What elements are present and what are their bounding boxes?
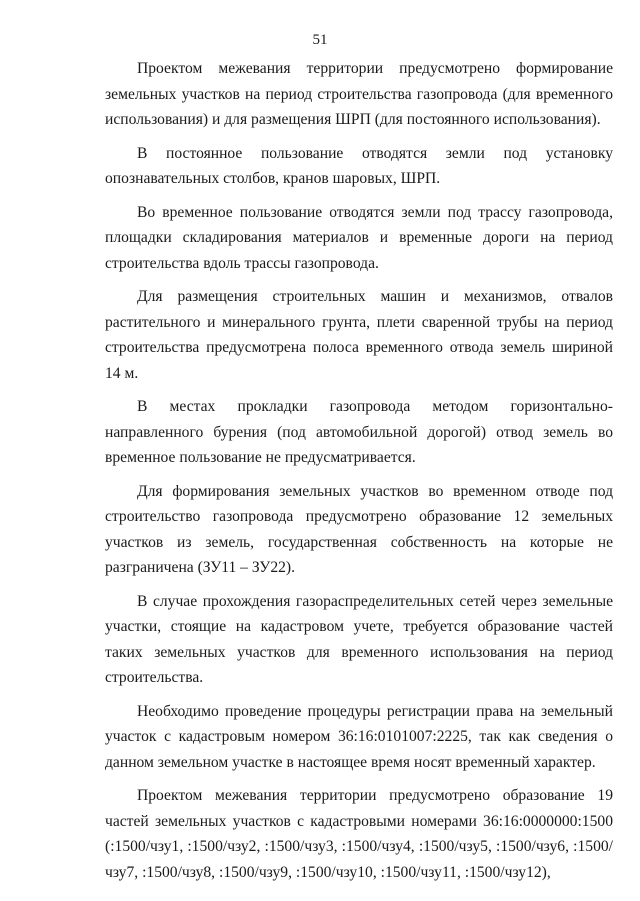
paragraph-2: В постоянное пользование отводятся земли под установку опознавательных столбов, кранов шаровых, ШРП.	[105, 144, 613, 187]
paragraph-8: Необходимо проведение процедуры регистрации права на земельный участок с кадастровым номером 36:16:0101007:2225, так как сведения о данном земельном участке в настоящее время носят временный характер.	[105, 702, 613, 771]
paragraph-7: В случае прохождения газораспределительных сетей через земельные участки, стоящие на кадастровом учете, требуется образование частей таких земельных участков для временного использования на период строительства.	[105, 592, 613, 686]
paragraph-6: Для формирования земельных участков во временном отводе под строительство газопровода предусмотрено образование 12 земельных участков из земель, государственная собственность на которые не разграничена (ЗУ11 – ЗУ22).	[105, 482, 613, 576]
document-body	[105, 56, 613, 893]
paragraph-5: В местах прокладки газопровода методом горизонтально-направленного бурения (под автомобильной дорогой) отвод земель во временное пользование не предусматривается.	[105, 398, 613, 466]
page-number: 51	[312, 32, 328, 48]
paragraph-4: Для размещения строительных машин и механизмов, отвалов растительного и минерального грунта, плети сваренной трубы на период строительства предусмотрена полоса временного отвода земель шириной 14 м.	[105, 288, 613, 382]
paragraph-1: Проектом межевания территории предусмотрено формирование земельных участков на период строительства газопровода (для временного использования) и для размещения ШРП (для постоянного использования).	[105, 60, 613, 128]
paragraph-3: Во временное пользование отводятся земли под трассу газопровода, площадки складирования материалов и временные дороги на период строительства вдоль трассы газопровода.	[105, 203, 613, 272]
paragraph-9: Проектом межевания территории предусмотрено образование 19 частей земельных участков с кадастровыми номерами 36:16:0000000:1500 (:1500/чзу1, :1500/чзу2, :1500/чзу3, :1500/чзу4, :1500/чзу5, :1500/чзу6, :1500/чзу7, :1500/чзу8, :1500/чзу9, :1500/чзу10, :1500/чзу11, :1500/чзу12),	[105, 787, 613, 881]
